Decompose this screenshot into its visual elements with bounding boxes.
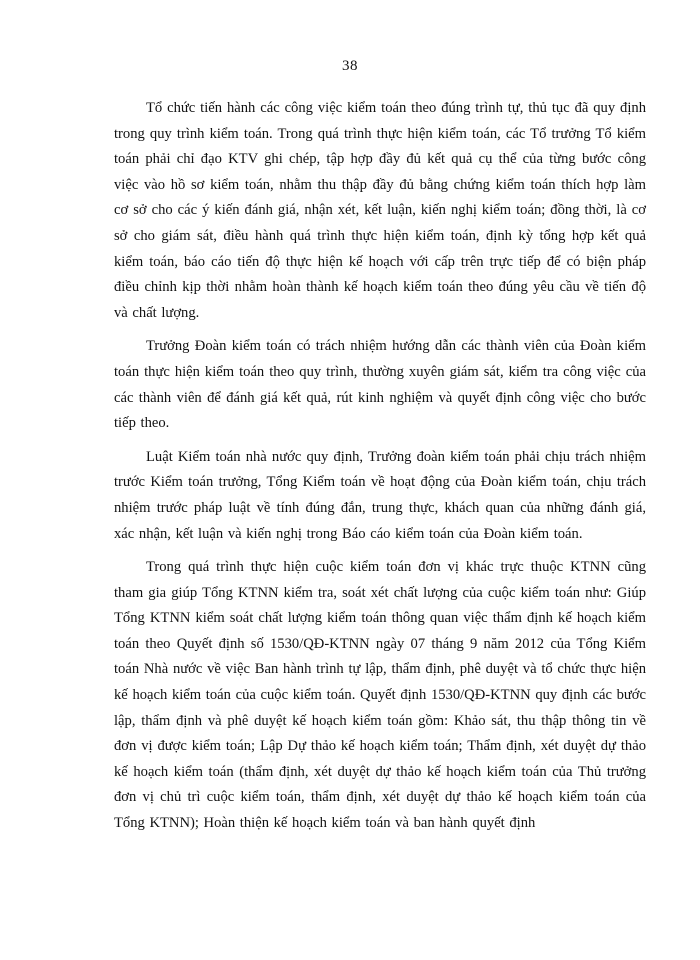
paragraph: Tổ chức tiến hành các công việc kiểm toán theo đúng trình tự, thủ tục đã quy định trong quy trình kiểm toán. Trong quá trình thực hiện kiểm toán, các Tổ trưởng Tổ kiểm toán phải chỉ đạo KTV ghi chép, tập hợp đầy đủ kết quả cụ thể của từng bước công việc vào hồ sơ kiểm toán, nhằm thu thập đầy đủ bằng chứng kiểm toán thích hợp làm cơ sở cho các ý kiến đánh giá, nhận xét, kết luận, kiến nghị kiểm toán; đồng thời, là cơ sở cho giám sát, điều hành quá trình thực hiện kiểm toán, định kỳ tổng hợp kết quả kiểm toán, báo cáo tiến độ thực hiện kế hoạch với cấp trên trực tiếp để có biện pháp điều chỉnh kịp thời nhằm hoàn thành kế hoạch kiểm toán theo đúng yêu cầu về tiến độ và chất lượng. [114,100,646,321]
paragraph: Trong quá trình thực hiện cuộc kiểm toán đơn vị khác trực thuộc KTNN cũng tham gia giúp Tổng KTNN kiểm tra, soát xét chất lượng của cuộc kiểm toán như: Giúp Tổng KTNN kiểm soát chất lượng kiểm toán thông quan việc thẩm định kế hoạch kiểm toán theo Quyết định số 1530/QĐ-KTNN ngày 07 tháng 9 năm 2012 của Tổng Kiểm toán Nhà nước về việc Ban hành trình tự lập, thẩm định, phê duyệt và tổ chức thực hiện kế hoạch kiểm toán của cuộc kiểm toán. Quyết định 1530/QĐ-KTNN quy định các bước lập, thẩm định và phê duyệt kế hoạch kiểm toán gồm: Khảo sát, thu thập thông tin về đơn vị được kiểm toán; Lập Dự thảo kế hoạch kiểm toán; Thẩm định, xét duyệt dự thảo kế hoạch kiểm toán (thẩm định, xét duyệt dự thảo kế hoạch kiểm toán của Thủ trưởng đơn vị chủ trì cuộc kiểm toán, thẩm định, xét duyệt dự thảo kế hoạch kiểm toán của Tổng KTNN); Hoàn thiện kế hoạch kiểm toán và ban hành quyết định [114,559,646,832]
page-number: 38 [342,58,358,74]
paragraph: Trưởng Đoàn kiểm toán có trách nhiệm hướng dẫn các thành viên của Đoàn kiểm toán thực hiện kiểm toán theo quy trình, thường xuyên giám sát, kiểm tra công việc của các thành viên để đánh giá kết quả, rút kinh nghiệm và quyết định công việc cho bước tiếp theo. [114,338,646,432]
document-body [114,96,646,845]
paragraph: Luật Kiểm toán nhà nước quy định, Trưởng đoàn kiểm toán phải chịu trách nhiệm trước Kiểm toán trưởng, Tổng Kiểm toán về hoạt động của Đoàn kiểm toán, chịu trách nhiệm trước pháp luật về tính đúng đắn, trung thực, khách quan của những đánh giá, xác nhận, kết luận và kiến nghị trong Báo cáo kiểm toán của Đoàn kiểm toán. [114,448,646,542]
